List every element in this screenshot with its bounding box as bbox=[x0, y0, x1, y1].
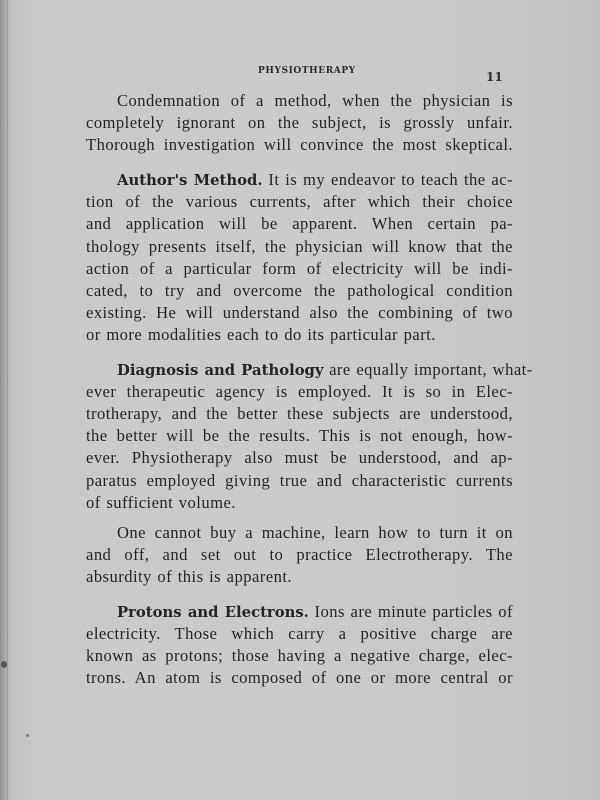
text-line: absurdity of this is apparent. bbox=[86, 566, 292, 586]
paragraph-condemnation bbox=[86, 90, 513, 156]
paragraph-diagnosis-pathology bbox=[86, 359, 533, 514]
text-line: thology presents itself, the physician will know that the bbox=[86, 236, 513, 256]
text-line: tion of the various currents, after which their choice bbox=[86, 192, 513, 212]
section-heading-protons-electrons: Protons and Electrons. bbox=[117, 603, 309, 621]
section-heading-diagnosis-pathology: Diagnosis and Pathology bbox=[117, 362, 324, 380]
paragraph-protons-electrons bbox=[86, 601, 513, 689]
paragraph-gap bbox=[86, 346, 513, 359]
text-line: of sufficient volume. bbox=[86, 492, 236, 512]
text-run: Ions are minute particles of bbox=[308, 601, 513, 621]
text-run: are equally important, what- bbox=[323, 360, 533, 380]
text-line: trons. An atom is composed of one or more central or bbox=[86, 668, 513, 688]
text-line: ever therapeutic agency is employed. It is so in Elec- bbox=[86, 382, 513, 402]
text-run: It is my endeavor to teach the ac- bbox=[262, 170, 514, 190]
text-line: action of a particular form of electricity will be indi- bbox=[86, 258, 513, 278]
paragraph-buy-machine bbox=[86, 522, 513, 588]
text-line: and off, and set out to practice Electrotherapy. The bbox=[86, 544, 513, 564]
text-line bbox=[86, 601, 513, 623]
text-line: existing. He will understand also the combining of two bbox=[86, 302, 513, 322]
page-number: 11 bbox=[486, 70, 503, 84]
text-line: trotherapy, and the better these subjects are understood, bbox=[86, 404, 513, 424]
text-line: One cannot buy a machine, learn how to turn it on bbox=[117, 522, 513, 542]
text-line: Condemnation of a method, when the physician is bbox=[117, 91, 513, 110]
body-text bbox=[86, 90, 533, 689]
text-line: paratus employed giving true and characteristic currents bbox=[86, 470, 513, 490]
text-line: or more modalities each to do its particular part. bbox=[86, 324, 436, 344]
page-header bbox=[0, 63, 600, 83]
text-line bbox=[86, 359, 533, 381]
text-line: the better will be the results. This is not enough, how- bbox=[86, 426, 513, 446]
text-line: and application will be apparent. When certain pa- bbox=[86, 214, 513, 234]
paper-speck bbox=[26, 734, 29, 737]
text-line: known as protons; those having a negative charge, elec- bbox=[86, 646, 513, 666]
paragraph-gap bbox=[86, 588, 513, 601]
text-line: cated, to try and overcome the pathological condition bbox=[86, 280, 513, 300]
book-gutter-line bbox=[7, 0, 8, 800]
text-line: completely ignorant on the subject, is grossly unfair. bbox=[86, 113, 513, 133]
text-line: Thorough investigation will convince the most skeptical. bbox=[86, 135, 513, 155]
paper-speck bbox=[1, 661, 7, 668]
text-line: ever. Physiotherapy also must be understood, and ap- bbox=[86, 448, 513, 468]
section-heading-authors-method: Author's Method. bbox=[117, 172, 263, 190]
paragraph-gap bbox=[86, 156, 513, 169]
running-head: PHYSIOTHERAPY bbox=[258, 66, 356, 76]
paragraph-authors-method bbox=[86, 169, 513, 346]
paragraph-gap bbox=[86, 514, 513, 522]
text-line: electricity. Those which carry a positive charge are bbox=[86, 624, 513, 644]
text-line bbox=[86, 169, 513, 191]
